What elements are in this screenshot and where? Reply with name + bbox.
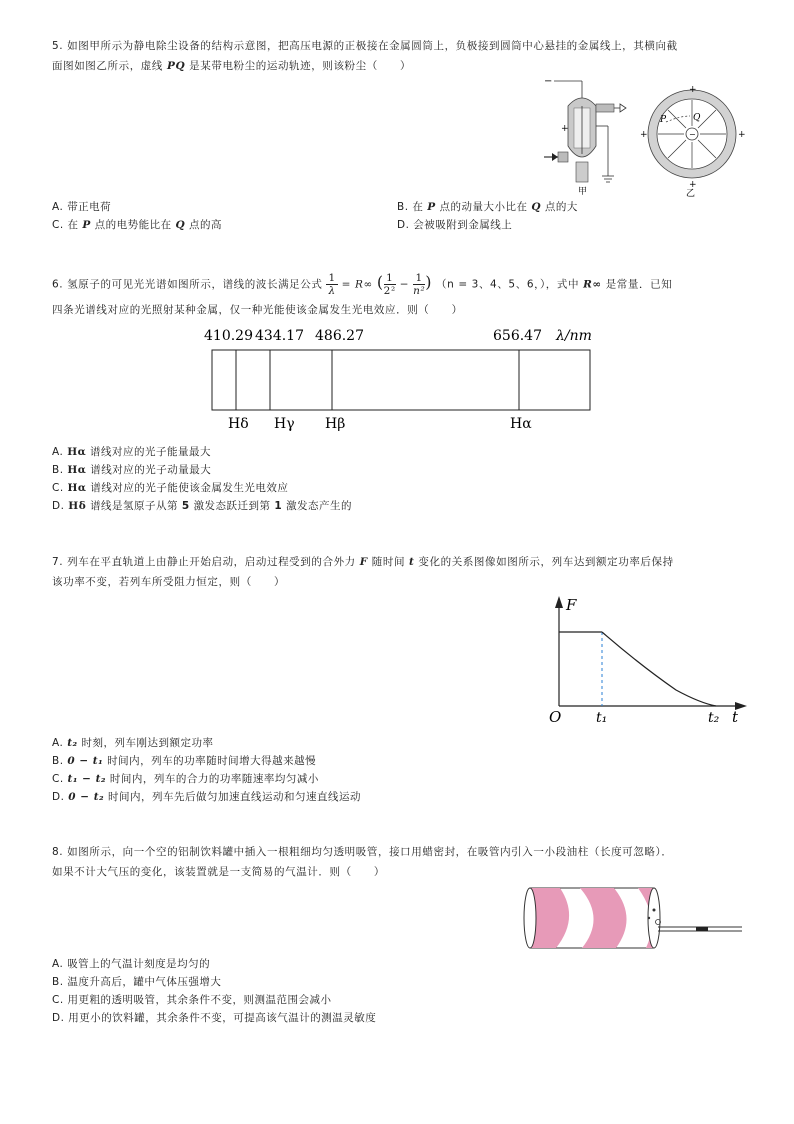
svg-text:+: + xyxy=(689,180,697,190)
spectrum-name-delta: Hδ xyxy=(228,416,249,432)
q5-stem-line2: 面图如图乙所示，虚线 PQ 是某带电粉尘的运动轨迹，则该粉尘（ ） xyxy=(52,60,412,72)
q7-stem: 7. 列车在平直轨道上由静止开始启动，启动过程受到的合外力 F 随时间 t 变化的关系图像如图所示，列车达到额定功率后保持 xyxy=(52,556,674,568)
q5-option-c[interactable]: C. 在 P 点的电势能比在 Q 点的高 xyxy=(52,219,222,231)
q5-stem-line1: 如图甲所示为静电除尘设备的结构示意图，把高压电源的正极接在金属圆筒上，负极接到圆筒中心悬挂的金属线上，其横向截 xyxy=(67,40,678,52)
q6-option-b[interactable]: B. Hα 谱线对应的光子动量最大 xyxy=(52,464,212,476)
q7-option-a[interactable]: A. t₂ 时刻，列车刚达到额定功率 xyxy=(52,737,214,749)
q6-option-d[interactable]: D. Hδ 谱线是氢原子从第 5 激发态跃迁到第 1 激发态产生的 xyxy=(52,500,353,512)
q6-option-a[interactable]: A. Hα 谱线对应的光子能量最大 xyxy=(52,446,212,458)
q8-stem-line2: 如果不计大气压的变化，该装置就是一支简易的气温计．则（ ） xyxy=(52,866,385,878)
spectrum-wl-gamma: 434.17 xyxy=(255,328,304,344)
q5-label-q: Q xyxy=(693,113,701,123)
q6-stem: 6. 氢原子的可见光光谱如图所示，谱线的波长满足公式 $\frac{1}{\lambda}$ = R∞ ( $\frac{1}{\text{2²}}$ − $\frac{1}{\text{n²}}$ ) （n = 3、4、5、6，），式中 R∞ 是常量．已知 xyxy=(52,272,673,297)
q5-option-b[interactable]: B. 在 P 点的动量大小比在 Q 点的大 xyxy=(397,201,578,213)
spectrum-wl-beta: 486.27 xyxy=(315,328,364,344)
q7-option-c[interactable]: C. t₁ − t₂ 时间内，列车的合力的功率随速率均匀减小 xyxy=(52,773,319,785)
spectrum-name-beta: Hβ xyxy=(325,416,346,432)
q5-label-jia: 甲 xyxy=(578,187,588,197)
q5-option-a[interactable]: A. 带正电荷 xyxy=(52,201,112,213)
q6-stem-line2: 四条光谱线对应的光照射某种金属，仅一种光能使该金属发生光电效应．则（ ） xyxy=(52,304,463,316)
graph-t1: t₁ xyxy=(596,710,608,726)
svg-text:+: + xyxy=(689,85,697,95)
q5-label-yi: 乙 xyxy=(686,189,696,199)
svg-text:+: + xyxy=(561,124,569,134)
q8-option-d[interactable]: D. 用更小的饮料罐，其余条件不变，可提高该气温计的测温灵敏度 xyxy=(52,1012,377,1024)
q6-frac-lhs: $\frac{1}{\lambda}$ xyxy=(328,272,336,297)
spectrum-wl-delta: 410.29 xyxy=(204,328,253,344)
q8-stem: 8. 如图所示，向一个空的铝制饮料罐中插入一根粗细均匀透明吸管，接口用蜡密封，在吸管内引入一小段油柱（长度可忽略）． xyxy=(52,846,673,858)
q5-number: 5. xyxy=(52,40,64,52)
q5-label-p: P xyxy=(660,115,667,125)
spectrum-unit: λ/nm xyxy=(556,328,592,344)
svg-text:+: + xyxy=(738,130,746,140)
spectrum-name-gamma: Hγ xyxy=(274,416,295,432)
q5-var-pq: PQ xyxy=(166,60,186,72)
graph-y-label: F xyxy=(566,596,577,614)
q8-option-c[interactable]: C. 用更粗的透明吸管，其余条件不变，则测温范围会减小 xyxy=(52,994,332,1006)
q8-can-thermometer xyxy=(520,880,750,960)
q8-option-b[interactable]: B. 温度升高后，罐中气体压强增大 xyxy=(52,976,222,988)
graph-origin: O xyxy=(549,708,562,726)
q7-option-d[interactable]: D. 0 − t₂ 时间内，列车先后做匀加速直线运动和匀速直线运动 xyxy=(52,791,361,803)
q5-option-d[interactable]: D. 会被吸附到金属线上 xyxy=(397,219,513,231)
graph-x-label: t xyxy=(732,708,739,726)
q5-jia-minus: − xyxy=(544,76,553,87)
q7-stem-line2: 该功率不变，若列车所受阻力恒定，则（ ） xyxy=(52,576,286,588)
q6-option-c[interactable]: C. Hα 谱线对应的光子能使该金属发生光电效应 xyxy=(52,482,289,494)
oil-column xyxy=(696,927,708,931)
svg-text:−: − xyxy=(689,130,696,139)
svg-text:+: + xyxy=(640,130,648,140)
q8-option-a[interactable]: A. 吸管上的气温计刻度是均匀的 xyxy=(52,958,211,970)
q7-option-b[interactable]: B. 0 − t₁ 时间内，列车的功率随时间增大得越来越慢 xyxy=(52,755,317,767)
graph-t2: t₂ xyxy=(708,710,720,726)
spectrum-name-alpha: Hα xyxy=(510,416,532,432)
spectrum-wl-alpha: 656.47 xyxy=(493,328,542,344)
